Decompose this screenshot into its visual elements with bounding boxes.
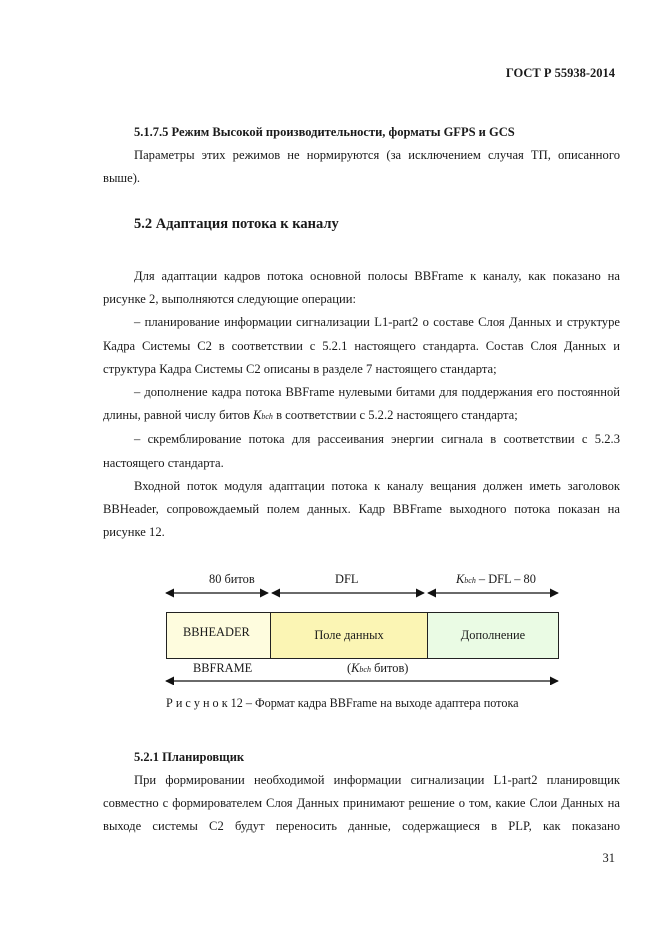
label-rest: битов) <box>370 661 409 675</box>
section-5-1-7-5-body <box>103 144 620 190</box>
padding-box <box>427 612 559 659</box>
variable-subscript: bch <box>359 665 371 674</box>
figure-caption: Р и с у н о к 12 – Формат кадра BBFrame на выходе адаптера потока <box>166 696 519 710</box>
list-item-2-after: в соответствии с 5.2.2 настоящего стандарта; <box>272 408 518 423</box>
document-header: ГОСТ Р 55938-2014 <box>505 66 615 80</box>
variable-subscript: bch <box>261 412 273 422</box>
paragraph: При формировании необходимой информации сигнализации L1-part2 планировщик совместно с формирователем Слоя Данных принимают решение о том, какие Слои Данных на выходе системы С2 будут переносить данные, содержащиеся в PLP, как показано <box>103 773 620 834</box>
list-item-3: – скремблирование потока для рассеивания энергии сигнала в соответствии с 5.2.3 настоящего стандарта. <box>103 432 620 470</box>
section-5-1-7-5-title: 5.1.7.5 Режим Высокой производительности, форматы GFPS и GCS <box>134 125 515 139</box>
variable-subscript: bch <box>464 576 476 585</box>
data-field-box <box>270 612 428 659</box>
padding-label: Дополнение <box>460 628 526 642</box>
paragraph-end: Входной поток модуля адаптации потока к каналу вещания должен иметь заголовок BBHeader, сопровождаемый полем данных. Кадр BBFrame выходного потока показан на рисунке 12. <box>103 478 620 540</box>
variable-k: K <box>252 408 262 423</box>
paren-open: ( <box>347 661 352 675</box>
bbheader-label: BBHEADER <box>183 625 250 639</box>
paragraph-intro: Для адаптации кадров потока основной полосы BBFrame к каналу, как показано на рисунке 2, выполняются следующие операции: <box>103 269 620 307</box>
section-5-2-title: 5.2 Адаптация потока к каналу <box>134 216 339 232</box>
list-item-2-before: – дополнение кадра потока BBFrame нулевыми битами для поддержания его постоянной длины, равной числу битов <box>103 385 620 423</box>
paragraph: Параметры этих режимов не нормируются (за исключением случая ТП, описанного выше). <box>103 148 620 186</box>
variable-k: K <box>456 572 465 586</box>
page-number: 31 <box>602 851 615 865</box>
data-field-label: Поле данных <box>314 628 384 642</box>
list-item-2 <box>103 381 620 428</box>
section-5-2-body <box>103 265 620 544</box>
bbheader-box <box>166 612 271 659</box>
label-rest: – DFL – 80 <box>475 572 536 586</box>
section-5-2-1-title: 5.2.1 Планировщик <box>134 750 245 764</box>
section-5-2-1-body <box>103 769 620 839</box>
variable-k: K <box>351 661 360 675</box>
label-kbch-bits <box>347 661 408 676</box>
label-80-bits: 80 битов <box>209 572 255 586</box>
label-bbframe: BBFRAME <box>193 661 253 675</box>
list-item-1: – планирование информации сигнализации L1-part2 о составе Слоя Данных и структуре Кадра Системы С2 в соответствии с 5.2.1 настоящего стандарта. Состав Слоя Данных и структура Кадра Системы С2 описаны в разделе 7 настоящего стандарта; <box>103 315 620 376</box>
label-dfl: DFL <box>335 572 359 586</box>
